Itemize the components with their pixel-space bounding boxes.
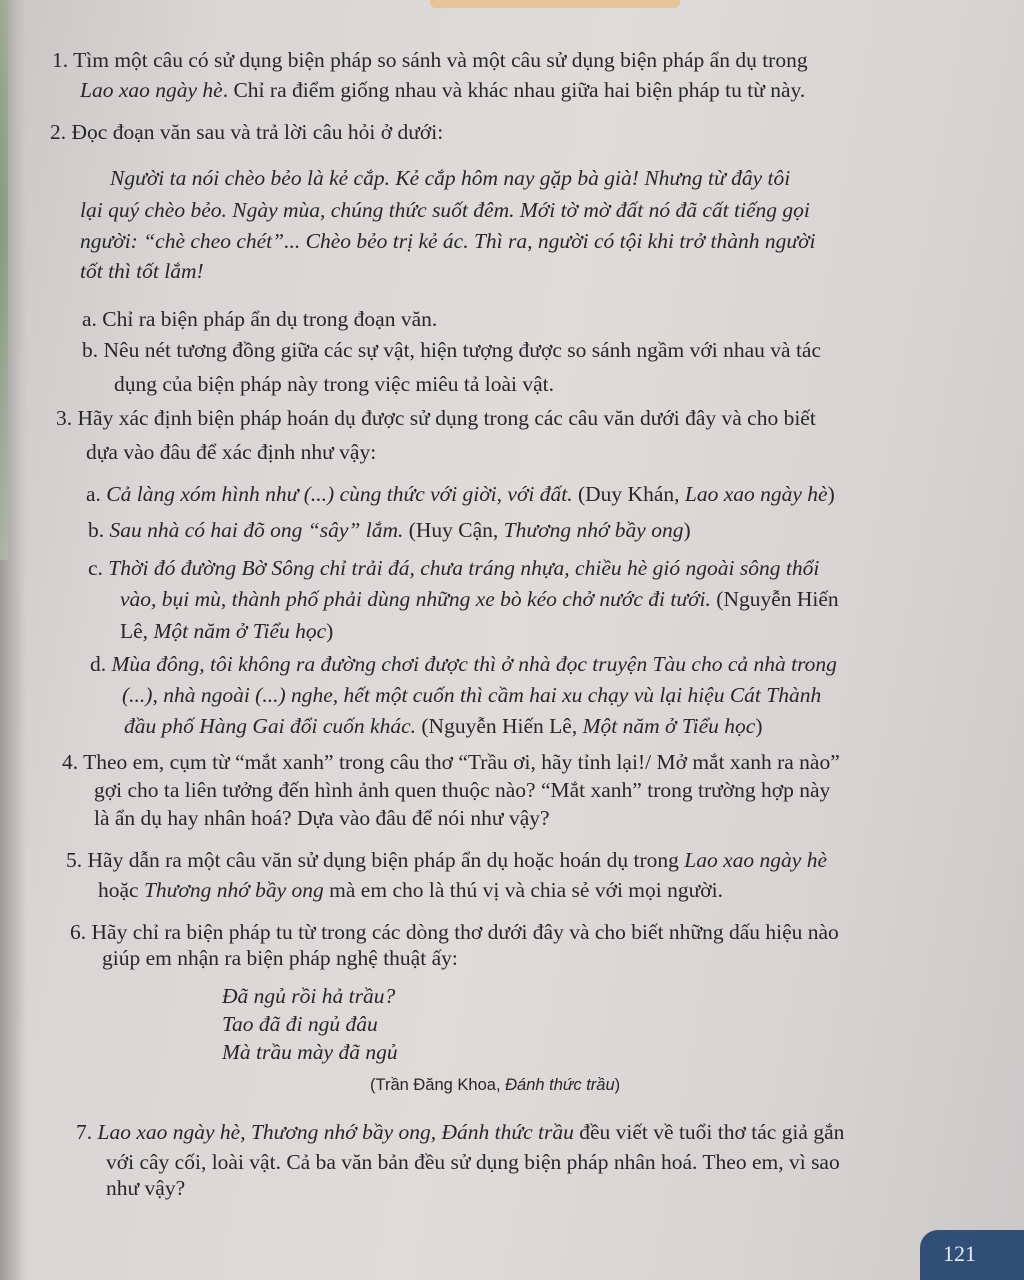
q3-item-c-line-2 bbox=[120, 585, 839, 613]
q6-poem-line-2: Tao đã đi ngủ đâu bbox=[222, 1012, 378, 1036]
q3-item-a bbox=[86, 480, 835, 508]
q6-line-2: giúp em nhận ra biện pháp nghệ thuật ấy: bbox=[102, 946, 458, 970]
q2-passage-line-1: Người ta nói chèo bẻo là kẻ cắp. Kẻ cắp hôm nay gặp bà già! Nhưng từ đây tôi bbox=[110, 166, 791, 190]
q6-attr-author: (Trần Đăng Khoa, bbox=[370, 1076, 506, 1094]
q5-line-2-rest: mà em cho là thú vị và chia sẻ với mọi người. bbox=[323, 878, 723, 902]
q3-item-c-line-1 bbox=[88, 554, 819, 582]
q3-item-c-quote-1: Thời đó đường Bờ Sông chỉ trải đá, chưa tráng nhựa, chiều hè gió ngoài sông thổi bbox=[108, 556, 820, 580]
q3-item-b-label: b. bbox=[88, 518, 110, 542]
q2-passage-line-2: lại quý chèo bẻo. Ngày mùa, chúng thức suốt đêm. Mới tờ mờ đất nó đã cất tiếng gọi bbox=[80, 198, 810, 222]
q7-line-2: với cây cối, loài vật. Cả ba văn bản đều sử dụng biện pháp nhân hoá. Theo em, vì sao bbox=[106, 1150, 840, 1174]
q3-item-d-line-3 bbox=[124, 712, 762, 740]
q1-line-2 bbox=[80, 76, 805, 104]
q6-poem-line-3: Mà trầu mày đã ngủ bbox=[222, 1040, 398, 1064]
q3-item-b bbox=[88, 516, 691, 544]
q6-attr-close: ) bbox=[614, 1076, 621, 1094]
q7-line-1 bbox=[76, 1118, 844, 1146]
q3-item-d-quote-3: đầu phố Hàng Gai đổi cuốn khác. bbox=[124, 714, 417, 738]
q4-line-2: gợi cho ta liên tưởng đến hình ảnh quen thuộc nào? “Mắt xanh” trong trường hợp này bbox=[94, 778, 831, 802]
q5-line-2 bbox=[98, 876, 723, 904]
q3-item-c-label: c. bbox=[88, 556, 109, 580]
q2-item-a: a. Chỉ ra biện pháp ẩn dụ trong đoạn văn. bbox=[82, 307, 438, 331]
q3-item-d-work: Một năm ở Tiểu học bbox=[582, 714, 756, 738]
q6-line-1: 6. Hãy chỉ ra biện pháp tu từ trong các dòng thơ dưới đây và cho biết những dấu hiệu nào bbox=[70, 920, 839, 944]
q3-item-b-close: ) bbox=[683, 518, 691, 542]
q3-item-a-label: a. bbox=[86, 482, 107, 506]
q6-poem-attribution bbox=[370, 1076, 620, 1095]
q3-item-c-line-3 bbox=[120, 617, 333, 645]
q3-item-a-source: (Duy Khán, bbox=[572, 482, 685, 506]
q7-works: Lao xao ngày hè, Thương nhớ bầy ong, Đánh thức trầu bbox=[97, 1120, 574, 1144]
q3-item-b-work: Thương nhớ bầy ong bbox=[503, 518, 684, 542]
q3-item-a-quote: Cả làng xóm hình như (...) cùng thức với giời, với đất. bbox=[106, 482, 573, 506]
q7-line-3: như vậy? bbox=[106, 1176, 186, 1200]
q6-poem-line-1: Đã ngủ rồi hả trầu? bbox=[222, 984, 396, 1008]
q3-line-1: 3. Hãy xác định biện pháp hoán dụ được sử dụng trong các câu văn dưới đây và cho biết bbox=[56, 406, 816, 430]
q5-line-1-text: 5. Hãy dẫn ra một câu văn sử dụng biện pháp ẩn dụ hoặc hoán dụ trong bbox=[66, 848, 685, 872]
q1-line-1: 1. Tìm một câu có sử dụng biện pháp so sánh và một câu sử dụng biện pháp ẩn dụ trong bbox=[52, 48, 808, 72]
q2-item-b-line-2: dụng của biện pháp này trong việc miêu tả loài vật. bbox=[114, 372, 555, 396]
q2-passage-line-3: người: “chè cheo chét”... Chèo bẻo trị kẻ ác. Thì ra, người có tội khi trở thành người bbox=[80, 229, 816, 253]
q3-item-d-line-2: (...), nhà ngoài (...) nghe, hết một cuốn thì cầm hai xu chạy vù lại hiệu Cát Thành bbox=[122, 683, 822, 707]
q7-line-1-rest: đều viết về tuổi thơ tác giả gắn bbox=[573, 1120, 845, 1144]
q1-line-2-rest: . Chỉ ra điểm giống nhau và khác nhau giữa hai biện pháp tu từ này. bbox=[222, 78, 806, 102]
page-number: 121 bbox=[943, 1241, 976, 1266]
q7-number: 7. bbox=[76, 1120, 98, 1144]
q3-item-a-work: Lao xao ngày hè bbox=[684, 482, 828, 506]
q5-line-1 bbox=[66, 846, 827, 874]
q3-item-b-source: (Huy Cận, bbox=[403, 518, 504, 542]
q3-item-a-close: ) bbox=[827, 482, 835, 506]
q3-item-c-close: ) bbox=[326, 619, 334, 643]
q3-item-c-quote-2: vào, bụi mù, thành phố phải dùng những xe bò kéo chở nước đi tưới. bbox=[120, 587, 711, 611]
q2-passage-line-4: tốt thì tốt lắm! bbox=[80, 259, 204, 283]
q5-work-1: Lao xao ngày hè bbox=[684, 848, 827, 872]
q4-line-3: là ẩn dụ hay nhân hoá? Dựa vào đâu để nói như vậy? bbox=[94, 806, 550, 830]
q1-title-ref: Lao xao ngày hè bbox=[80, 78, 223, 102]
q3-item-d-quote-1: Mùa đông, tôi không ra đường chơi được thì ở nhà đọc truyện Tàu cho cả nhà trong bbox=[111, 652, 837, 676]
q6-attr-work: Đánh thức trầu bbox=[505, 1076, 615, 1094]
q2-prompt: 2. Đọc đoạn văn sau và trả lời câu hỏi ở dưới: bbox=[50, 120, 444, 144]
q4-line-1: 4. Theo em, cụm từ “mắt xanh” trong câu thơ “Trầu ơi, hãy tỉnh lại!/ Mở mắt xanh ra nào” bbox=[62, 750, 840, 774]
q3-item-c-author-end: Lê, bbox=[120, 619, 154, 643]
q3-item-d-close: ) bbox=[755, 714, 763, 738]
q3-item-c-work: Một năm ở Tiểu học bbox=[153, 619, 327, 643]
q2-item-b-line-1: b. Nêu nét tương đồng giữa các sự vật, hiện tượng được so sánh ngầm với nhau và tác bbox=[82, 338, 822, 362]
q3-item-d-source: (Nguyễn Hiến Lê, bbox=[416, 714, 583, 738]
q3-item-d-label: d. bbox=[90, 652, 112, 676]
q3-line-2: dựa vào đâu để xác định như vậy: bbox=[86, 440, 377, 464]
q3-item-c-source: (Nguyễn Hiến bbox=[710, 587, 839, 611]
q5-line-2-text: hoặc bbox=[98, 878, 144, 902]
q3-item-b-quote: Sau nhà có hai đõ ong “sây” lắm. bbox=[109, 518, 404, 542]
q3-item-d-line-1 bbox=[90, 650, 837, 678]
q5-work-2: Thương nhớ bầy ong bbox=[143, 878, 324, 902]
